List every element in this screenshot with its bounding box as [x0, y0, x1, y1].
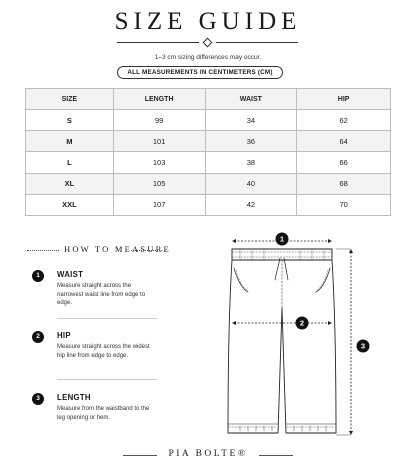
size-cell: L — [26, 152, 114, 173]
marker-2-label: 2 — [299, 318, 305, 328]
step-divider — [57, 379, 157, 380]
brand-wordmark: PIA BOLTE® — [168, 449, 248, 459]
hip-cell: 66 — [297, 152, 391, 173]
waistband-shape — [232, 249, 332, 260]
marker-2 — [296, 317, 309, 330]
table-header-row — [26, 89, 391, 110]
step-name: WAIST — [57, 270, 84, 279]
step-description: Measure from the waistband to the leg opening or hem. — [57, 406, 150, 421]
waist-cell: 34 — [205, 110, 297, 131]
waist-cell: 36 — [205, 131, 297, 152]
hip-cell: 68 — [297, 173, 391, 194]
waist-cell: 42 — [205, 194, 297, 215]
table-row — [26, 173, 391, 194]
hip-cell: 62 — [297, 110, 391, 131]
marker-1-label: 1 — [279, 234, 285, 244]
size-table — [25, 88, 391, 216]
heading-rule-left — [27, 250, 59, 251]
step-divider — [57, 318, 157, 319]
column-header-size: SIZE — [26, 89, 114, 110]
marker-3-label: 3 — [360, 341, 366, 351]
step-name: HIP — [57, 331, 71, 340]
units-badge: ALL MEASUREMENTS IN CENTIMETERS (CM) — [117, 66, 283, 79]
hip-cell: 70 — [297, 194, 391, 215]
footer-rule-right — [259, 455, 293, 456]
length-cell: 99 — [113, 110, 205, 131]
length-cell: 107 — [113, 194, 205, 215]
waist-cell: 40 — [205, 173, 297, 194]
column-header-length: LENGTH — [113, 89, 205, 110]
table-row — [26, 152, 391, 173]
hip-cell: 64 — [297, 131, 391, 152]
how-to-measure-heading — [27, 244, 171, 256]
step-number-badge: 1 — [32, 270, 44, 282]
table-row — [26, 110, 391, 131]
sizing-note: 1–3 cm sizing differences may occur. — [154, 54, 262, 61]
diamond-ornament-icon — [203, 38, 213, 48]
marker-3 — [357, 340, 370, 353]
title-divider-right — [216, 42, 298, 43]
step-name: LENGTH — [57, 393, 91, 402]
length-cell: 103 — [113, 152, 205, 173]
length-cell: 105 — [113, 173, 205, 194]
how-to-measure-title: HOW TO MEASURE — [64, 244, 171, 254]
step-number-badge: 3 — [32, 393, 44, 405]
size-cell: XL — [26, 173, 114, 194]
table-row — [26, 194, 391, 215]
column-header-hip: HIP — [297, 89, 391, 110]
marker-1 — [276, 233, 289, 246]
page-title: SIZE GUIDE — [114, 8, 302, 35]
waist-cell: 38 — [205, 152, 297, 173]
trousers-diagram-icon — [220, 228, 395, 450]
heading-rule-right — [131, 250, 162, 251]
table-row — [26, 131, 391, 152]
step-description: Measure straight across the widest hip line from edge to edge. — [57, 344, 150, 359]
size-cell: S — [26, 110, 114, 131]
size-cell: M — [26, 131, 114, 152]
length-cell: 101 — [113, 131, 205, 152]
title-divider-left — [117, 42, 199, 43]
step-description: Measure straight across the narrowest waist line from edge to edge. — [57, 283, 146, 306]
column-header-waist: WAIST — [205, 89, 297, 110]
step-number-badge: 2 — [32, 331, 44, 343]
size-cell: XXL — [26, 194, 114, 215]
